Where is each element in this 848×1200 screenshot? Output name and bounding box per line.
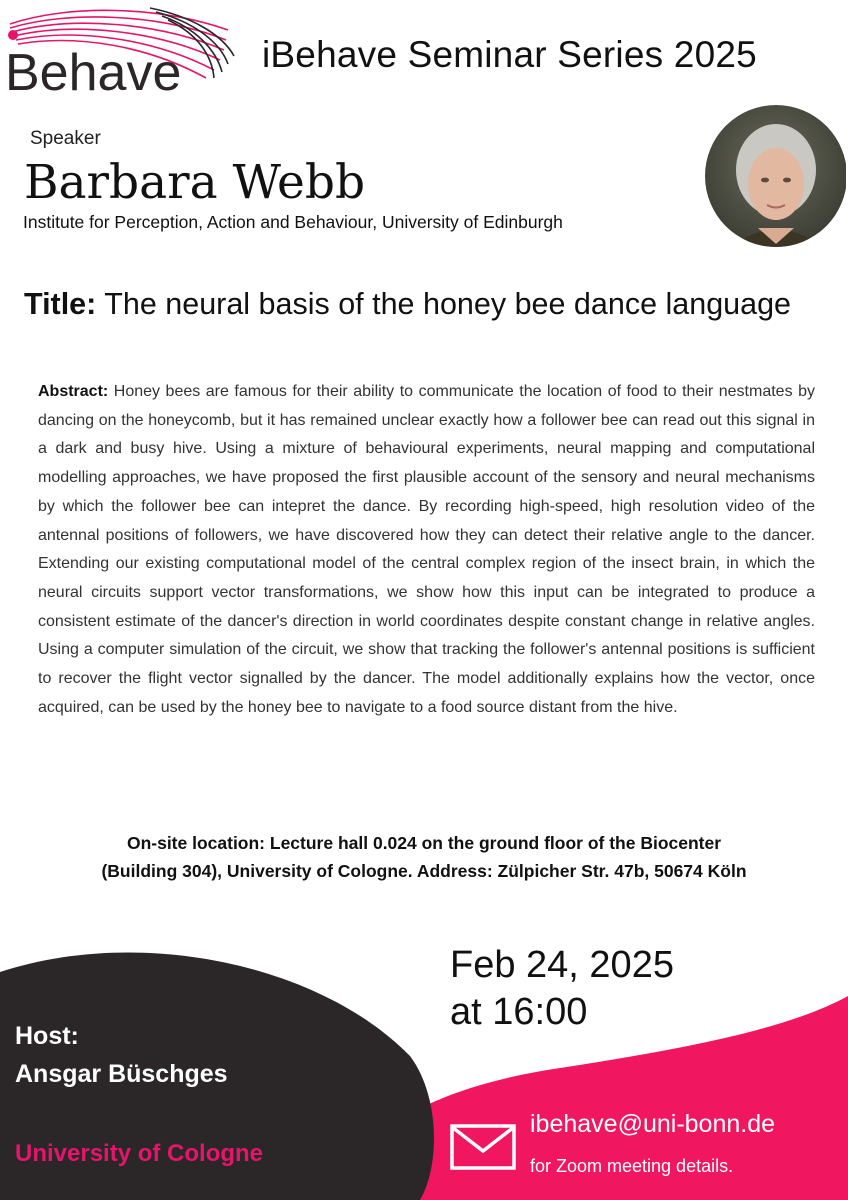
- host-label: Host:: [15, 1022, 79, 1050]
- speaker-name: Barbara Webb: [24, 155, 366, 210]
- host-affiliation: University of Cologne: [15, 1140, 264, 1167]
- host-name: Ansgar Büschges: [15, 1060, 228, 1088]
- speaker-affiliation: Institute for Perception, Action and Behaviour, University of Edinburgh: [23, 212, 563, 232]
- event-date: [450, 942, 674, 1036]
- event-date-text: Feb 24, 2025: [450, 944, 674, 986]
- ibehave-logo: [0, 0, 240, 110]
- envelope-icon: [450, 1124, 516, 1170]
- zoom-note: for Zoom meeting details.: [530, 1156, 734, 1176]
- talk-title-label: Title:: [24, 287, 97, 321]
- abstract: [38, 378, 815, 722]
- logo-text: Behave: [5, 44, 182, 102]
- abstract-text: Honey bees are famous for their ability to communicate the location of food to their nestmates by dancing on the honeycomb, but it has remained unclear exactly how a follower bee can read out this signal in a dark and busy hive. Using a mixture of behavioural experiments, neural mapping and computational modelling approaches, we have proposed the first plausible account of the sensory and neural mechanisms by which the follower bee can intepret the dance. By recording high-speed, high resolution video of the antennal positions of followers, we have discovered how they can detect their relative angle to the dancer. Extending our existing computational model of the central complex region of the insect brain, in which the neural circuits support vector transformations, we show how this input can be integrated to produce a consistent estimate of the dancer's direction in world coordinates despite constant change in relative angles. Using a computer simulation of the circuit, we show that tracking the follower's antennal positions is sufficient to recover the flight vector signalled by the dancer. The model additionally explains how the vector, once acquired, can be used by the honey bee to navigate to a food source distant from the hive.: [38, 383, 815, 716]
- series-title: iBehave Seminar Series 2025: [262, 34, 757, 75]
- event-time-text: at 16:00: [450, 991, 588, 1033]
- location-line-1: On-site location: Lecture hall 0.024 on the ground floor of the Biocenter: [126, 833, 722, 853]
- location: [28, 829, 820, 885]
- talk-title-text: The neural basis of the honey bee dance language: [104, 287, 792, 321]
- talk-title: [24, 283, 839, 326]
- speaker-label: Speaker: [30, 128, 101, 149]
- location-line-2: (Building 304), University of Cologne. Address: Zülpicher Str. 47b, 50674 Köln: [101, 861, 747, 881]
- speaker-portrait: [702, 104, 846, 274]
- abstract-label: Abstract:: [38, 383, 109, 400]
- contact-email[interactable]: ibehave@uni-bonn.de: [530, 1110, 776, 1138]
